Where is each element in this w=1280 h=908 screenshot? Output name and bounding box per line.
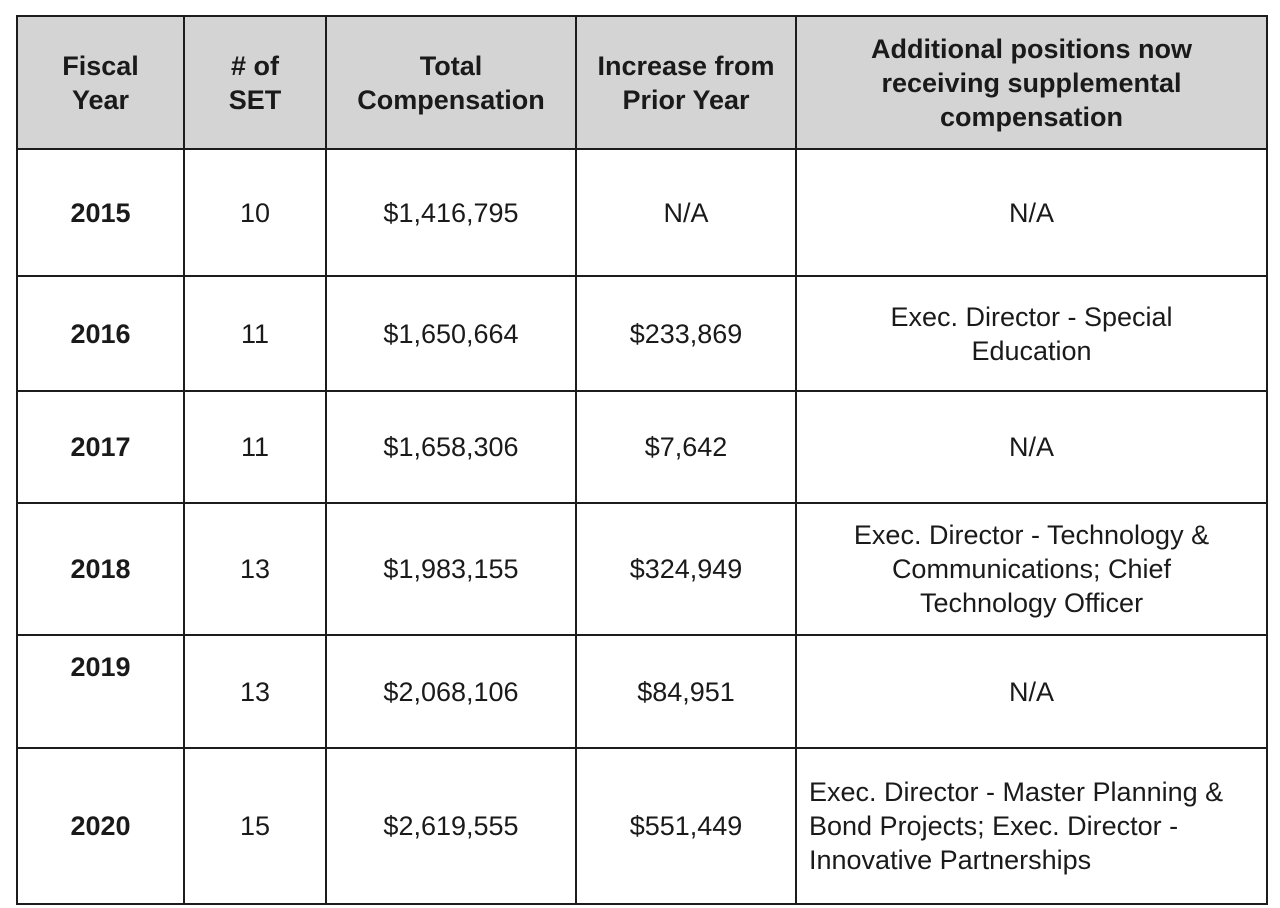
table-row xyxy=(17,635,1267,748)
increase-cell: $7,642 xyxy=(576,391,796,503)
header-row xyxy=(17,16,1267,149)
header-additional-positions-label: Additional positions now receiving supplemental compensation xyxy=(871,33,1192,132)
header-increase xyxy=(576,16,796,149)
fiscal-year-cell: 2016 xyxy=(17,276,184,391)
additional-positions-cell xyxy=(796,503,1267,635)
header-set-count xyxy=(184,16,326,149)
total-compensation-cell: $1,416,795 xyxy=(326,149,576,276)
header-fiscal-year-label: Fiscal Year xyxy=(62,50,139,115)
fiscal-year-cell: 2019 xyxy=(17,635,184,748)
additional-positions-cell: N/A xyxy=(796,149,1267,276)
total-compensation-cell: $2,619,555 xyxy=(326,748,576,904)
fiscal-year-cell: 2017 xyxy=(17,391,184,503)
total-compensation-cell: $1,658,306 xyxy=(326,391,576,503)
set-count-cell: 15 xyxy=(184,748,326,904)
table-row xyxy=(17,276,1267,391)
header-total-compensation-label: Total Compensation xyxy=(357,50,545,115)
table-row xyxy=(17,748,1267,904)
fiscal-year-cell: 2018 xyxy=(17,503,184,635)
header-total-compensation xyxy=(326,16,576,149)
fiscal-year-cell: 2015 xyxy=(17,149,184,276)
additional-positions-cell: N/A xyxy=(796,391,1267,503)
additional-positions-text: Exec. Director - Special Education xyxy=(890,301,1173,366)
additional-positions-cell: N/A xyxy=(796,635,1267,748)
total-compensation-cell: $1,650,664 xyxy=(326,276,576,391)
set-count-cell: 13 xyxy=(184,503,326,635)
increase-cell: $233,869 xyxy=(576,276,796,391)
table-row xyxy=(17,149,1267,276)
increase-cell: $84,951 xyxy=(576,635,796,748)
increase-cell: $324,949 xyxy=(576,503,796,635)
header-increase-label: Increase from Prior Year xyxy=(597,50,775,115)
table-row xyxy=(17,503,1267,635)
increase-cell: N/A xyxy=(576,149,796,276)
fiscal-year-cell: 2020 xyxy=(17,748,184,904)
header-set-count-label: # of SET xyxy=(228,50,282,115)
set-count-cell: 13 xyxy=(184,635,326,748)
total-compensation-cell: $2,068,106 xyxy=(326,635,576,748)
set-count-cell: 10 xyxy=(184,149,326,276)
compensation-table xyxy=(16,15,1268,905)
additional-positions-cell xyxy=(796,276,1267,391)
set-count-cell: 11 xyxy=(184,391,326,503)
increase-cell: $551,449 xyxy=(576,748,796,904)
total-compensation-cell: $1,983,155 xyxy=(326,503,576,635)
additional-positions-text: Exec. Director - Technology & Communications; Chief Technology Officer xyxy=(853,520,1210,618)
header-additional-positions xyxy=(796,16,1267,149)
table-row xyxy=(17,391,1267,503)
set-count-cell: 11 xyxy=(184,276,326,391)
additional-positions-text: Exec. Director - Master Planning & Bond Projects; Exec. Director - Innovative Partnerships xyxy=(809,777,1224,875)
header-fiscal-year xyxy=(17,16,184,149)
additional-positions-cell xyxy=(796,748,1267,904)
